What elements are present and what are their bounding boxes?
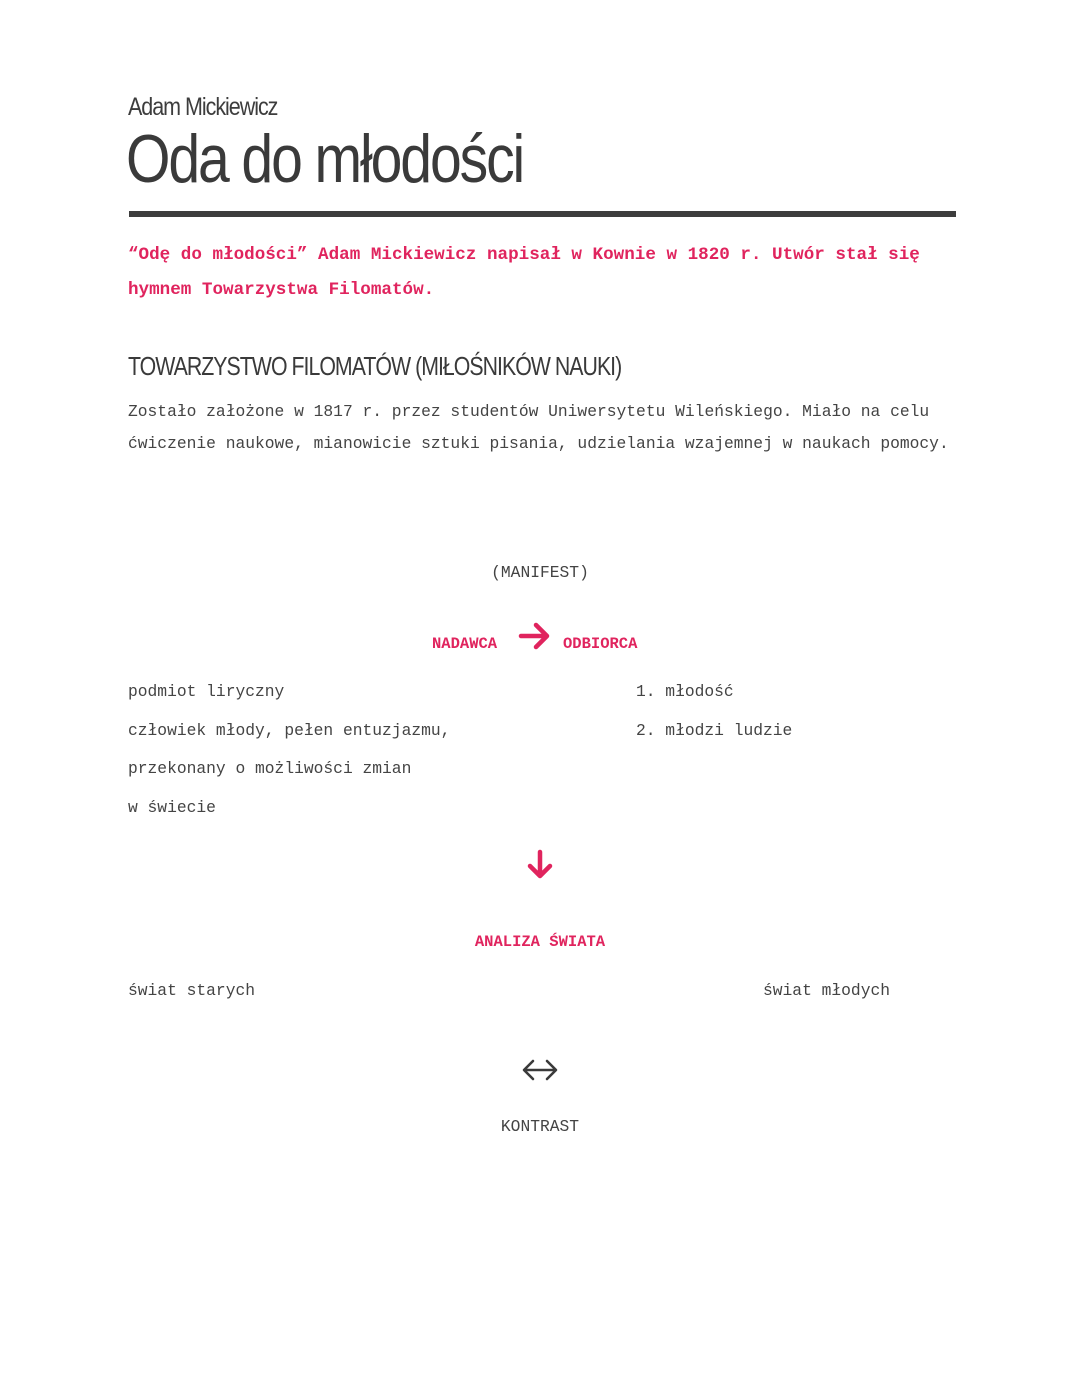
world-old: świat starych [128, 981, 256, 1000]
page-title: Oda do młodości [126, 121, 524, 197]
arrow-right-icon [518, 620, 552, 652]
sender-line: człowiek młody, pełen entuzjazmu, [128, 721, 451, 740]
section-heading: TOWARZYSTWO FILOMATÓW (MIŁOŚNIKÓW NAUKI) [128, 351, 622, 381]
contrast-label: KONTRAST [500, 1117, 580, 1136]
double-arrow-icon [520, 1056, 560, 1084]
author-name: Adam Mickiewicz [128, 93, 278, 121]
sender-line: w świecie [128, 798, 216, 817]
analysis-label: ANALIZA ŚWIATA [474, 933, 606, 951]
world-young: świat młodych [763, 981, 891, 1000]
intro-paragraph: “Odę do młodości” Adam Mickiewicz napisał w Kownie w 1820 r. Utwór stał się hymnem Towarzystwa Filomatów. [128, 245, 920, 300]
receiver-item: 2. młodzi ludzie [636, 721, 793, 740]
receiver-item: 1. młodość [636, 682, 734, 701]
sender-line: podmiot liryczny [128, 682, 285, 701]
section-body: Zostało założone w 1817 r. przez studentów Uniwersytetu Wileńskiego. Miało na celu ćwiczenie naukowe, mianowicie sztuki pisania, udzielania wzajemnej w naukach pomocy. [128, 402, 949, 453]
manifest-label: (MANIFEST) [491, 563, 589, 582]
sender-label: NADAWCA [432, 635, 498, 653]
arrow-down-icon [525, 849, 555, 881]
sender-line: przekonany o możliwości zmian [128, 759, 412, 778]
title-divider [129, 211, 956, 217]
receiver-label: ODBIORCA [563, 635, 638, 653]
